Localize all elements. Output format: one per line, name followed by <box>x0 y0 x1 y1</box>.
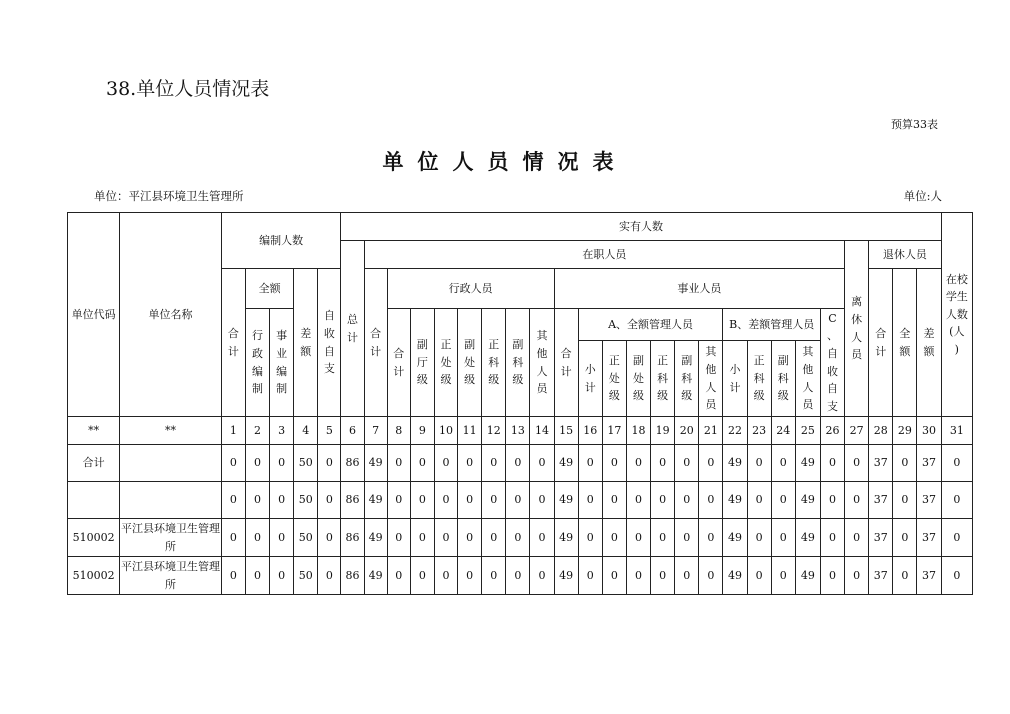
row-name <box>120 445 222 482</box>
header-b-zhengke: 正 科 级 <box>747 341 771 417</box>
index-number: 4 <box>294 417 318 445</box>
row-value: 86 <box>341 445 364 482</box>
row-value: 0 <box>245 482 269 519</box>
index-number: 7 <box>364 417 387 445</box>
row-value: 0 <box>651 445 675 482</box>
row-value: 50 <box>294 445 318 482</box>
row-value: 37 <box>869 482 893 519</box>
header-xz-zhengke: 正 科 级 <box>482 309 506 417</box>
index-number: 23 <box>747 417 771 445</box>
row-value: 0 <box>675 557 699 595</box>
row-value: 0 <box>221 519 245 557</box>
row-value: 37 <box>917 482 941 519</box>
index-name: ** <box>120 417 222 445</box>
row-value: 0 <box>675 445 699 482</box>
row-value: 0 <box>771 519 795 557</box>
row-unit-code <box>68 482 120 519</box>
header-a-xiaoji: 小 计 <box>578 341 602 417</box>
row-value: 0 <box>245 557 269 595</box>
index-number: 1 <box>221 417 245 445</box>
row-value: 0 <box>270 482 294 519</box>
index-number: 5 <box>318 417 341 445</box>
row-value: 0 <box>434 557 457 595</box>
row-value: 0 <box>747 445 771 482</box>
index-number: 29 <box>893 417 917 445</box>
row-value: 0 <box>410 482 434 519</box>
index-number: 6 <box>341 417 364 445</box>
header-xingzheng-bianzhi: 行 政 编 制 <box>245 309 269 417</box>
row-value: 0 <box>506 557 530 595</box>
row-value: 0 <box>245 445 269 482</box>
index-number: 21 <box>699 417 723 445</box>
index-number: 28 <box>869 417 893 445</box>
row-value: 0 <box>771 557 795 595</box>
header-b-xiaoji: 小 计 <box>723 341 747 417</box>
row-value: 0 <box>245 519 269 557</box>
row-value: 0 <box>530 445 554 482</box>
row-value: 0 <box>434 519 457 557</box>
row-value: 0 <box>820 482 844 519</box>
row-value: 0 <box>626 445 650 482</box>
row-value: 0 <box>530 519 554 557</box>
row-value: 0 <box>221 557 245 595</box>
row-value: 0 <box>941 519 972 557</box>
row-value: 0 <box>506 445 530 482</box>
row-value: 0 <box>410 557 434 595</box>
header-shiye-bianzhi: 事 业 编 制 <box>270 309 294 417</box>
row-value: 0 <box>941 482 972 519</box>
row-value: 0 <box>270 445 294 482</box>
header-unit-code: 单位代码 <box>68 213 120 417</box>
row-value: 37 <box>917 445 941 482</box>
index-number: 9 <box>410 417 434 445</box>
row-value: 86 <box>341 557 364 595</box>
header-a-zhengchu: 正 处 级 <box>602 341 626 417</box>
row-value: 0 <box>458 445 482 482</box>
row-value: 49 <box>795 557 820 595</box>
unit-measure-label: 单位:人 <box>903 189 942 203</box>
row-value: 37 <box>917 519 941 557</box>
row-value: 50 <box>294 482 318 519</box>
index-number: 11 <box>458 417 482 445</box>
row-value: 0 <box>771 482 795 519</box>
row-value: 0 <box>675 519 699 557</box>
header-zaizhi: 在职人员 <box>364 241 845 269</box>
row-value: 0 <box>482 445 506 482</box>
row-unit-name: 平江县环境卫生管理所 <box>120 519 222 557</box>
row-value: 49 <box>554 482 578 519</box>
header-xz-zhengchu: 正 处 级 <box>434 309 457 417</box>
header-a-qita: 其 他 人 员 <box>699 341 723 417</box>
row-value: 0 <box>626 519 650 557</box>
header-a-fuchu: 副 处 级 <box>626 341 650 417</box>
row-value: 0 <box>506 519 530 557</box>
index-row <box>68 417 973 445</box>
row-value: 49 <box>364 557 387 595</box>
form-number: 预算33表 <box>891 118 938 131</box>
row-value: 0 <box>506 482 530 519</box>
row-value: 0 <box>578 557 602 595</box>
row-value: 49 <box>554 557 578 595</box>
header-xz-qita: 其 他 人 员 <box>530 309 554 417</box>
row-value: 0 <box>318 557 341 595</box>
row-value: 0 <box>747 557 771 595</box>
row-value: 0 <box>845 519 869 557</box>
row-value: 0 <box>270 519 294 557</box>
row-value: 0 <box>530 557 554 595</box>
index-number: 31 <box>941 417 972 445</box>
row-value: 0 <box>747 482 771 519</box>
row-value: 0 <box>699 445 723 482</box>
index-number: 26 <box>820 417 844 445</box>
row-value: 0 <box>530 482 554 519</box>
index-number: 3 <box>270 417 294 445</box>
index-number: 2 <box>245 417 269 445</box>
table-row <box>68 445 973 482</box>
row-value: 0 <box>458 519 482 557</box>
header-zaixiao: 在校 学生 人数 (人 ) <box>941 213 972 417</box>
header-zaizhi-heji: 合 计 <box>364 269 387 417</box>
row-value: 49 <box>554 519 578 557</box>
row-value: 0 <box>434 482 457 519</box>
index-code: ** <box>68 417 120 445</box>
row-unit-code: 510002 <box>68 519 120 557</box>
row-value: 49 <box>723 519 747 557</box>
row-value: 0 <box>845 557 869 595</box>
page-title: 单位人员情况表 <box>382 149 628 174</box>
row-value: 0 <box>434 445 457 482</box>
index-number: 13 <box>506 417 530 445</box>
index-number: 25 <box>795 417 820 445</box>
table-row <box>68 519 973 557</box>
row-value: 0 <box>270 557 294 595</box>
row-value: 0 <box>845 482 869 519</box>
header-tuixiu-chae: 差 额 <box>917 269 941 417</box>
index-number: 14 <box>530 417 554 445</box>
unit-label: 单位：平江县环境卫生管理所 <box>94 189 244 203</box>
table-row <box>68 482 973 519</box>
header-chae: 差 额 <box>294 269 318 417</box>
row-value: 0 <box>410 445 434 482</box>
row-value: 0 <box>410 519 434 557</box>
header-bianzhi: 编制人数 <box>221 213 341 269</box>
header-shiyou: 实有人数 <box>341 213 941 241</box>
row-value: 0 <box>893 557 917 595</box>
header-b-fuke: 副 科 级 <box>771 341 795 417</box>
row-value: 49 <box>364 445 387 482</box>
row-value: 49 <box>795 482 820 519</box>
header-futing: 副 厅 级 <box>410 309 434 417</box>
row-value: 49 <box>723 557 747 595</box>
index-number: 19 <box>651 417 675 445</box>
header-a-zhengke: 正 科 级 <box>651 341 675 417</box>
row-value: 0 <box>893 445 917 482</box>
row-value: 0 <box>820 519 844 557</box>
row-value: 49 <box>795 519 820 557</box>
row-value: 0 <box>699 519 723 557</box>
index-number: 24 <box>771 417 795 445</box>
row-value: 0 <box>318 445 341 482</box>
header-zongji: 总 计 <box>341 241 364 417</box>
header-b-qita: 其 他 人 员 <box>795 341 820 417</box>
row-value: 0 <box>941 557 972 595</box>
row-value: 86 <box>341 519 364 557</box>
row-value: 49 <box>554 445 578 482</box>
section-title: 38.单位人员情况表 <box>106 78 270 100</box>
index-number: 8 <box>387 417 410 445</box>
row-value: 0 <box>458 482 482 519</box>
header-shiye: 事业人员 <box>554 269 845 309</box>
row-value: 0 <box>458 557 482 595</box>
index-number: 30 <box>917 417 941 445</box>
header-zishou: 自 收 自 支 <box>318 269 341 417</box>
row-value: 0 <box>602 557 626 595</box>
index-number: 12 <box>482 417 506 445</box>
row-value: 0 <box>845 445 869 482</box>
header-unit-name: 单位名称 <box>120 213 222 417</box>
row-value: 37 <box>869 445 893 482</box>
row-value: 0 <box>482 557 506 595</box>
index-number: 15 <box>554 417 578 445</box>
personnel-table <box>67 212 973 595</box>
row-value: 0 <box>578 445 602 482</box>
row-value: 0 <box>771 445 795 482</box>
header-c-zishou: C 、 自 收 自 支 <box>820 309 844 417</box>
row-value: 86 <box>341 482 364 519</box>
header-xz-fuchu: 副 处 级 <box>458 309 482 417</box>
table-row <box>68 557 973 595</box>
header-quane: 全额 <box>245 269 293 309</box>
header-tuixiu: 退休人员 <box>869 241 941 269</box>
row-unit-name <box>120 482 222 519</box>
header-a-quane: A、全额管理人员 <box>578 309 723 341</box>
row-value: 50 <box>294 557 318 595</box>
row-value: 0 <box>602 482 626 519</box>
row-value: 49 <box>364 482 387 519</box>
row-value: 0 <box>699 557 723 595</box>
row-value: 0 <box>675 482 699 519</box>
row-value: 49 <box>723 482 747 519</box>
row-value: 49 <box>723 445 747 482</box>
row-value: 0 <box>482 482 506 519</box>
row-value: 0 <box>699 482 723 519</box>
row-value: 0 <box>651 519 675 557</box>
index-number: 20 <box>675 417 699 445</box>
row-value: 0 <box>626 482 650 519</box>
header-xingzheng: 行政人员 <box>387 269 554 309</box>
header-tuixiu-quane: 全 额 <box>893 269 917 417</box>
row-value: 0 <box>387 445 410 482</box>
index-number: 18 <box>626 417 650 445</box>
header-xz-heji: 合 计 <box>387 309 410 417</box>
row-value: 0 <box>602 445 626 482</box>
row-value: 37 <box>917 557 941 595</box>
index-number: 10 <box>434 417 457 445</box>
header-lixiu: 离 休 人 员 <box>845 241 869 417</box>
row-value: 0 <box>651 557 675 595</box>
row-value: 0 <box>893 519 917 557</box>
row-value: 0 <box>578 519 602 557</box>
row-value: 0 <box>941 445 972 482</box>
header-tuixiu-heji: 合 计 <box>869 269 893 417</box>
header-bianzhi-heji: 合 计 <box>221 269 245 417</box>
row-value: 0 <box>820 445 844 482</box>
row-value: 0 <box>387 557 410 595</box>
row-value: 49 <box>364 519 387 557</box>
row-value: 0 <box>820 557 844 595</box>
row-value: 37 <box>869 557 893 595</box>
row-value: 0 <box>747 519 771 557</box>
header-xz-fuke: 副 科 级 <box>506 309 530 417</box>
row-value: 0 <box>893 482 917 519</box>
row-value: 0 <box>318 519 341 557</box>
row-value: 0 <box>387 519 410 557</box>
row-value: 0 <box>602 519 626 557</box>
index-number: 22 <box>723 417 747 445</box>
row-value: 0 <box>221 482 245 519</box>
index-number: 16 <box>578 417 602 445</box>
index-number: 17 <box>602 417 626 445</box>
row-value: 0 <box>578 482 602 519</box>
row-value: 0 <box>482 519 506 557</box>
row-value: 49 <box>795 445 820 482</box>
header-sy-heji: 合 计 <box>554 309 578 417</box>
row-value: 37 <box>869 519 893 557</box>
row-value: 0 <box>221 445 245 482</box>
row-value: 0 <box>387 482 410 519</box>
row-unit-code: 510002 <box>68 557 120 595</box>
row-value: 0 <box>626 557 650 595</box>
row-label: 合计 <box>68 445 120 482</box>
index-number: 27 <box>845 417 869 445</box>
row-value: 0 <box>651 482 675 519</box>
row-value: 0 <box>318 482 341 519</box>
header-b-chae: B、差额管理人员 <box>723 309 821 341</box>
row-value: 50 <box>294 519 318 557</box>
row-unit-name: 平江县环境卫生管理所 <box>120 557 222 595</box>
header-a-fuke: 副 科 级 <box>675 341 699 417</box>
